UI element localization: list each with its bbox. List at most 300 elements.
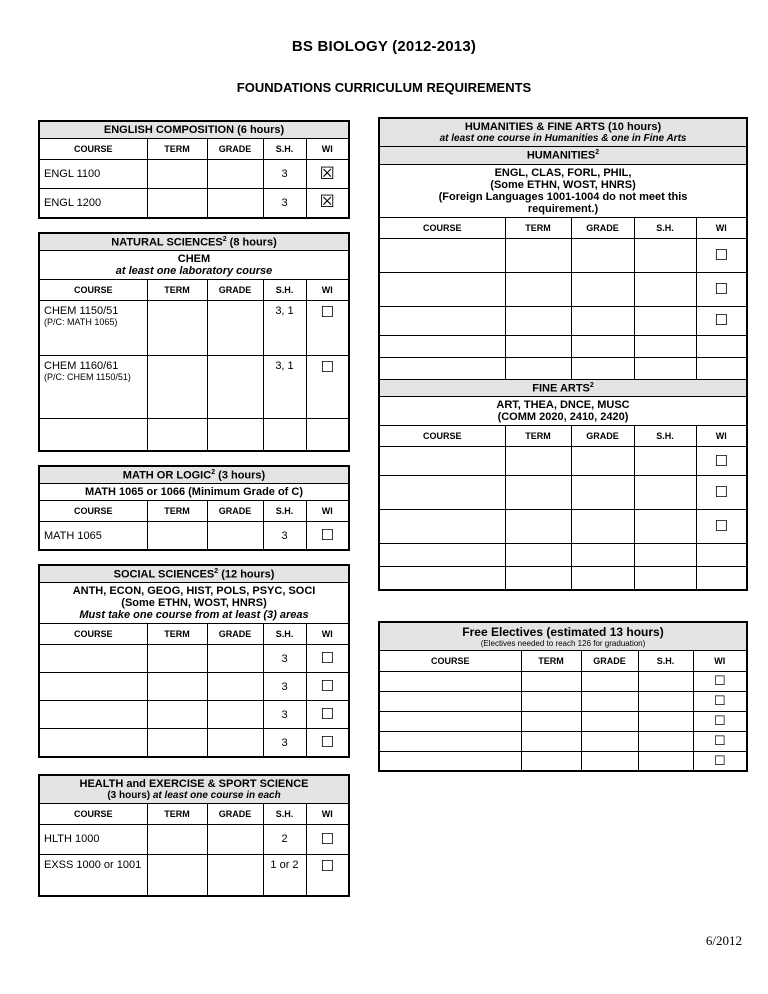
- term-cell: [147, 522, 207, 550]
- wi-cell: [696, 238, 747, 272]
- col-header-grade: GRADE: [581, 650, 638, 671]
- subject-list-line2: (Some ETHN, WOST, HNRS): [490, 178, 636, 191]
- term-cell: [147, 729, 207, 757]
- term-cell: [505, 447, 571, 476]
- sh-cell: 3: [263, 189, 306, 218]
- col-header-wi: WI: [306, 624, 349, 645]
- course-cell: [379, 272, 505, 306]
- footnote-marker: 2: [222, 235, 227, 243]
- wi-cell: [693, 691, 747, 711]
- subject-list-line2: (Some ETHN, WOST, HNRS): [121, 597, 267, 610]
- sh-cell: 1 or 2: [263, 854, 306, 896]
- table-row: [379, 476, 747, 510]
- section-note: MATH 1065 or 1066 (Minimum Grade of C): [39, 484, 349, 501]
- table-row: [379, 272, 747, 306]
- course-cell: [379, 751, 521, 771]
- sh-cell: [634, 476, 696, 510]
- checkbox-unchecked-icon: ☐: [714, 483, 728, 502]
- grade-cell: [207, 160, 263, 189]
- table-row: [39, 645, 349, 673]
- checkbox-unchecked-icon: ☐: [713, 673, 726, 689]
- humanities-fine-arts-table: [378, 117, 748, 591]
- col-header-sh: S.H.: [634, 217, 696, 238]
- sh-cell: [638, 691, 693, 711]
- natural-sciences-table: [38, 232, 350, 452]
- section-title-row: [379, 118, 747, 147]
- grade-cell: [581, 671, 638, 691]
- table-row: [39, 160, 349, 189]
- page-subtitle: FOUNDATIONS CURRICULUM REQUIREMENTS: [236, 80, 532, 95]
- sh-cell: [263, 419, 306, 451]
- sh-cell: [638, 751, 693, 771]
- section-subheader: [39, 583, 349, 624]
- col-header-grade: GRADE: [207, 803, 263, 824]
- section-title: [39, 565, 349, 583]
- term-cell: [505, 238, 571, 272]
- course-cell: [379, 238, 505, 272]
- sh-cell: [634, 306, 696, 335]
- section-title-text: MATH OR LOGIC: [122, 469, 212, 482]
- course-cell: [39, 356, 147, 419]
- table-row: [379, 238, 747, 272]
- col-header-term: TERM: [147, 501, 207, 522]
- checkbox-unchecked-icon: ☐: [320, 649, 334, 668]
- course-cell: [39, 729, 147, 757]
- sh-cell: 3: [263, 160, 306, 189]
- grade-cell: [571, 238, 634, 272]
- table-row: [39, 522, 349, 550]
- left-column: [38, 120, 348, 910]
- wi-cell: [693, 731, 747, 751]
- table-row: [379, 567, 747, 590]
- section-subheader: [379, 164, 747, 217]
- term-cell: [521, 671, 581, 691]
- col-header-grade: GRADE: [207, 280, 263, 301]
- checkbox-unchecked-icon: ☐: [320, 856, 334, 875]
- column-header-row: [39, 803, 349, 824]
- sh-cell: [634, 357, 696, 379]
- checkbox-unchecked-icon: ☐: [320, 677, 334, 696]
- table-row: [379, 731, 747, 751]
- column-header-row: [379, 650, 747, 671]
- section-title-text: Free Electives (estimated 13 hours): [462, 624, 664, 639]
- section-title-row: [39, 466, 349, 484]
- checkbox-unchecked-icon: ☐: [320, 829, 334, 848]
- section-title: [379, 118, 747, 147]
- col-header-course: COURSE: [39, 624, 147, 645]
- col-header-term: TERM: [505, 426, 571, 447]
- table-row: [379, 711, 747, 731]
- col-header-term: TERM: [147, 139, 207, 160]
- course-cell: [379, 567, 505, 590]
- section-title: [39, 233, 349, 251]
- term-cell: [147, 301, 207, 356]
- course-cell: [379, 510, 505, 544]
- column-header-row: [39, 501, 349, 522]
- sh-cell: 3: [263, 522, 306, 550]
- course-cell: [379, 447, 505, 476]
- section-title-row: [379, 622, 747, 651]
- table-row: [379, 447, 747, 476]
- sh-cell: 3: [263, 673, 306, 701]
- term-cell: [147, 673, 207, 701]
- grade-cell: [207, 729, 263, 757]
- term-cell: [147, 854, 207, 896]
- sh-cell: 2: [263, 824, 306, 854]
- col-header-course: COURSE: [39, 280, 147, 301]
- table-row: [379, 306, 747, 335]
- sh-cell: 3, 1: [263, 356, 306, 419]
- term-cell: [505, 476, 571, 510]
- col-header-wi: WI: [306, 803, 349, 824]
- wi-cell: [696, 544, 747, 567]
- term-cell: [521, 691, 581, 711]
- sh-cell: [634, 335, 696, 357]
- subject-list-line3: (Foreign Languages 1001-1004 do not meet this requirement.): [438, 190, 688, 215]
- col-header-wi: WI: [306, 501, 349, 522]
- wi-cell: [693, 671, 747, 691]
- course-cell: [379, 544, 505, 567]
- table-row: [39, 673, 349, 701]
- sh-cell: 3: [263, 645, 306, 673]
- wi-cell: [696, 447, 747, 476]
- wi-cell: [306, 189, 349, 218]
- col-header-wi: WI: [696, 217, 747, 238]
- col-header-course: COURSE: [39, 803, 147, 824]
- grade-cell: [207, 419, 263, 451]
- table-row: [39, 824, 349, 854]
- grade-cell: [571, 272, 634, 306]
- grade-cell: [581, 711, 638, 731]
- section-subheader-row: [39, 484, 349, 501]
- wi-cell: [696, 335, 747, 357]
- wi-cell: [696, 476, 747, 510]
- section-title-text: FINE ARTS: [532, 382, 590, 395]
- grade-cell: [581, 731, 638, 751]
- checkbox-unchecked-icon: ☐: [320, 303, 334, 322]
- col-header-sh: S.H.: [263, 280, 306, 301]
- col-header-course: COURSE: [379, 426, 505, 447]
- col-header-grade: GRADE: [207, 139, 263, 160]
- wi-cell: [306, 673, 349, 701]
- math-or-logic-table: [38, 465, 350, 551]
- course-cell: [379, 335, 505, 357]
- term-cell: [505, 567, 571, 590]
- col-header-grade: GRADE: [207, 501, 263, 522]
- term-cell: [505, 510, 571, 544]
- grade-cell: [207, 701, 263, 729]
- col-header-sh: S.H.: [263, 803, 306, 824]
- col-header-course: COURSE: [379, 217, 505, 238]
- table-row: [379, 691, 747, 711]
- footnote-marker: 2: [211, 468, 216, 476]
- table-row: [379, 335, 747, 357]
- course-cell: [39, 645, 147, 673]
- wi-cell: [696, 510, 747, 544]
- section-title-row: [39, 565, 349, 583]
- section-note: at least one course in each: [152, 789, 281, 801]
- section-subheader: [39, 251, 349, 280]
- section-hours: (12 hours): [221, 568, 275, 581]
- wi-cell: [306, 419, 349, 451]
- footnote-marker: 2: [214, 567, 219, 575]
- table-row: [39, 301, 349, 356]
- section-title: [39, 466, 349, 484]
- grade-cell: [571, 567, 634, 590]
- section-note: at least one course in Humanities & one in Fine Arts: [439, 133, 687, 144]
- col-header-sh: S.H.: [638, 650, 693, 671]
- footnote-marker: 2: [589, 381, 594, 389]
- grade-cell: [581, 691, 638, 711]
- grade-cell: [207, 824, 263, 854]
- column-header-row: [379, 217, 747, 238]
- table-row: [39, 729, 349, 757]
- column-header-row: [39, 624, 349, 645]
- term-cell: [147, 645, 207, 673]
- wi-cell: [306, 522, 349, 550]
- table-row: [379, 510, 747, 544]
- grade-cell: [207, 356, 263, 419]
- sh-cell: 3, 1: [263, 301, 306, 356]
- grade-cell: [207, 854, 263, 896]
- wi-cell: [306, 301, 349, 356]
- subject-list-line2: (COMM 2020, 2410, 2420): [497, 411, 629, 424]
- wi-cell: [696, 357, 747, 379]
- table-row: [379, 751, 747, 771]
- col-header-term: TERM: [147, 803, 207, 824]
- section-title-text: NATURAL SCIENCES: [111, 236, 223, 249]
- term-cell: [521, 751, 581, 771]
- section-title-text: HUMANITIES: [526, 149, 596, 162]
- section-note: (Electives needed to reach 126 for graduation): [480, 638, 646, 648]
- section-subheader-row: [39, 583, 349, 624]
- column-header-row: [379, 426, 747, 447]
- section-title-text: HUMANITIES & FINE ARTS (10 hours): [464, 121, 662, 133]
- col-header-sh: S.H.: [634, 426, 696, 447]
- table-row: [39, 189, 349, 218]
- course-detail: (P/C: MATH 1065): [44, 317, 118, 328]
- term-cell: [505, 544, 571, 567]
- column-header-row: [39, 139, 349, 160]
- term-cell: [505, 306, 571, 335]
- wi-cell: [306, 356, 349, 419]
- english-composition-table: [38, 120, 350, 219]
- col-header-grade: GRADE: [207, 624, 263, 645]
- course-cell: ENGL 1200: [39, 189, 147, 218]
- term-cell: [521, 731, 581, 751]
- checkbox-unchecked-icon: ☐: [713, 693, 726, 709]
- wi-cell: [306, 701, 349, 729]
- fine-arts-section-title: [379, 379, 747, 397]
- wi-cell: [693, 711, 747, 731]
- wi-cell: [306, 824, 349, 854]
- course-cell: [379, 731, 521, 751]
- sh-cell: [634, 510, 696, 544]
- sh-cell: [634, 238, 696, 272]
- grade-cell: [207, 645, 263, 673]
- section-subheader: [379, 397, 747, 426]
- grade-cell: [581, 751, 638, 771]
- grade-cell: [571, 335, 634, 357]
- grade-cell: [571, 510, 634, 544]
- fine-arts-header-row: [379, 379, 747, 397]
- section-title-text: SOCIAL SCIENCES: [113, 568, 215, 581]
- course-cell: ENGL 1100: [39, 160, 147, 189]
- checkbox-unchecked-icon: ☐: [320, 358, 334, 377]
- checkbox-unchecked-icon: ☐: [320, 705, 334, 724]
- checkbox-unchecked-icon: ☐: [714, 245, 728, 264]
- social-sciences-table: [38, 564, 350, 758]
- section-title: ENGLISH COMPOSITION (6 hours): [39, 121, 349, 139]
- wi-cell: [696, 567, 747, 590]
- sh-cell: [638, 671, 693, 691]
- course-cell: [379, 357, 505, 379]
- wi-cell: [306, 160, 349, 189]
- sh-cell: [634, 447, 696, 476]
- table-row: [39, 356, 349, 419]
- term-cell: [147, 189, 207, 218]
- term-cell: [147, 701, 207, 729]
- col-header-sh: S.H.: [263, 624, 306, 645]
- section-subheader-row: [379, 164, 747, 217]
- course-name: CHEM 1160/61: [44, 360, 119, 373]
- course-cell: [39, 673, 147, 701]
- section-note: Must take one course from at least (3) areas: [79, 609, 309, 622]
- term-cell: [147, 356, 207, 419]
- term-cell: [147, 419, 207, 451]
- course-cell: MATH 1065: [39, 522, 147, 550]
- grade-cell: [571, 306, 634, 335]
- term-cell: [521, 711, 581, 731]
- course-cell: [379, 306, 505, 335]
- sh-cell: 3: [263, 729, 306, 757]
- checkbox-unchecked-icon: ☐: [714, 451, 728, 470]
- term-cell: [505, 357, 571, 379]
- col-header-term: TERM: [521, 650, 581, 671]
- col-header-course: COURSE: [379, 650, 521, 671]
- column-header-row: [39, 280, 349, 301]
- grade-cell: [207, 189, 263, 218]
- right-column: [378, 117, 746, 785]
- table-row: [39, 854, 349, 896]
- section-subheader-row: [39, 251, 349, 280]
- course-cell: [39, 701, 147, 729]
- course-cell: EXSS 1000 or 1001: [39, 854, 147, 896]
- term-cell: [505, 335, 571, 357]
- term-cell: [147, 160, 207, 189]
- checkbox-unchecked-icon: ☐: [320, 526, 334, 545]
- footnote-marker: 2: [595, 149, 600, 156]
- subject-list-line1: ART, THEA, DNCE, MUSC: [496, 399, 630, 412]
- section-title-row: [39, 233, 349, 251]
- table-row: [39, 419, 349, 451]
- term-cell: [505, 272, 571, 306]
- col-header-term: TERM: [147, 280, 207, 301]
- wi-cell: [306, 645, 349, 673]
- col-header-wi: WI: [693, 650, 747, 671]
- section-title-text: HEALTH and EXERCISE & SPORT SCIENCE: [79, 777, 309, 790]
- sh-cell: [638, 711, 693, 731]
- section-title-row: [39, 775, 349, 804]
- course-cell: [379, 476, 505, 510]
- section-title-row: [39, 121, 349, 139]
- section-hours: (3 hours): [107, 789, 151, 801]
- col-header-course: COURSE: [39, 139, 147, 160]
- checkbox-unchecked-icon: ☐: [320, 733, 334, 752]
- grade-cell: [207, 673, 263, 701]
- humanities-section-title: [379, 147, 747, 165]
- grade-cell: [571, 357, 634, 379]
- subject-list: CHEM: [177, 253, 211, 266]
- col-header-sh: S.H.: [263, 139, 306, 160]
- wi-cell: [696, 306, 747, 335]
- course-cell: HLTH 1000: [39, 824, 147, 854]
- section-title: [39, 775, 349, 804]
- sh-cell: 3: [263, 701, 306, 729]
- course-name: CHEM 1150/51: [44, 305, 119, 318]
- col-header-wi: WI: [306, 139, 349, 160]
- course-cell: [379, 711, 521, 731]
- checkbox-checked-icon: ☒: [319, 163, 335, 184]
- sh-cell: [634, 544, 696, 567]
- course-cell: [39, 419, 147, 451]
- wi-cell: [696, 272, 747, 306]
- health-exss-table: [38, 774, 350, 898]
- table-row: [379, 357, 747, 379]
- checkbox-checked-icon: ☒: [319, 192, 335, 213]
- table-row: [379, 544, 747, 567]
- checkbox-unchecked-icon: ☐: [714, 517, 728, 536]
- course-cell: [379, 691, 521, 711]
- revision-date: 6/2012: [705, 933, 742, 948]
- sh-cell: [634, 272, 696, 306]
- checkbox-unchecked-icon: ☐: [714, 311, 728, 330]
- col-header-course: COURSE: [39, 501, 147, 522]
- course-cell: [39, 301, 147, 356]
- checkbox-unchecked-icon: ☐: [713, 733, 726, 749]
- subject-list-line1: ANTH, ECON, GEOG, HIST, POLS, PSYC, SOCI: [72, 585, 316, 598]
- free-electives-table: [378, 621, 748, 773]
- col-header-term: TERM: [147, 624, 207, 645]
- term-cell: [147, 824, 207, 854]
- subject-list-line1: ENGL, CLAS, FORL, PHIL,: [494, 166, 632, 179]
- page-title: BS BIOLOGY (2012-2013): [291, 38, 477, 55]
- course-detail: (P/C: CHEM 1150/51): [44, 372, 131, 383]
- col-header-term: TERM: [505, 217, 571, 238]
- sh-cell: [634, 567, 696, 590]
- section-subheader-row: [379, 397, 747, 426]
- section-title: [379, 622, 747, 651]
- col-header-grade: GRADE: [571, 217, 634, 238]
- col-header-grade: GRADE: [571, 426, 634, 447]
- wi-cell: [306, 854, 349, 896]
- grade-cell: [207, 301, 263, 356]
- wi-cell: [306, 729, 349, 757]
- col-header-sh: S.H.: [263, 501, 306, 522]
- course-cell: [379, 671, 521, 691]
- checkbox-unchecked-icon: ☐: [714, 279, 728, 298]
- section-note: at least one laboratory course: [115, 265, 273, 278]
- sh-cell: [638, 731, 693, 751]
- wi-cell: [693, 751, 747, 771]
- humanities-header-row: [379, 147, 747, 165]
- table-row: [379, 671, 747, 691]
- section-hours: (8 hours): [229, 236, 277, 249]
- grade-cell: [571, 476, 634, 510]
- col-header-wi: WI: [306, 280, 349, 301]
- col-header-wi: WI: [696, 426, 747, 447]
- section-hours: (3 hours): [218, 469, 266, 482]
